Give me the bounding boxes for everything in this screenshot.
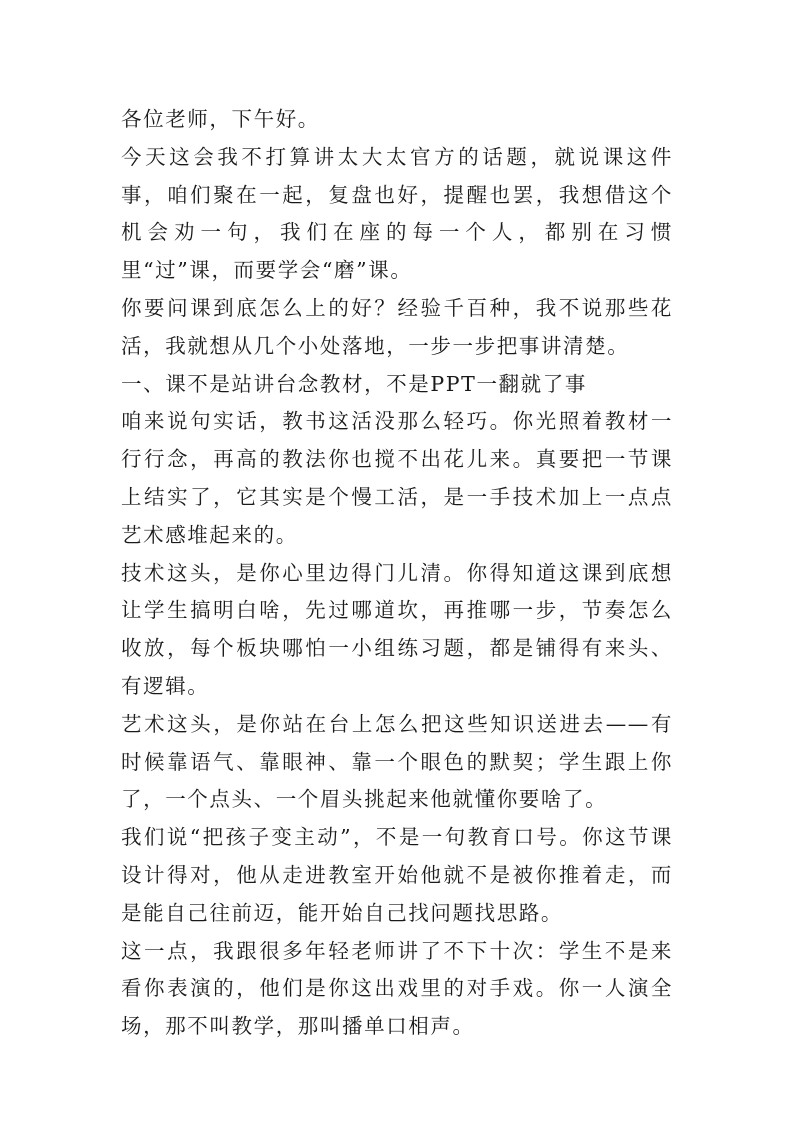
body-paragraph: 艺术这头，是你站在台上怎么把这些知识送进去——有时候靠语气、靠眼神、靠一个眼色的默契；学生跟上你了，一个点头、一个眉头挑起来他就懂你要啥了。 [121, 711, 673, 812]
body-paragraph: 这一点，我跟很多年轻老师讲了不下十次：学生不是来看你表演的，他们是你这出戏里的对手戏。你一人演全场，那不叫教学，那叫播单口相声。 [121, 938, 673, 1039]
section-heading: 一、课不是站讲台念教材，不是PPT一翻就了事 [121, 371, 587, 396]
body-paragraph: 我们说“把孩子变主动”，不是一句教育口号。你这节课设计得对，他从走进教室开始他就不是被你推着走，而是能自己往前迈，能开始自己找问题找思路。 [121, 825, 673, 925]
body-paragraph: 你要问课到底怎么上的好？经验千百种，我不说那些花活，我就想从几个小处落地，一步一步把事讲清楚。 [121, 295, 673, 358]
greeting-paragraph: 各位老师，下午好。 [121, 107, 320, 131]
body-paragraph: 咱来说句实话，教书这活没那么轻巧。你光照着教材一行行念，再高的教法你也搅不出花儿来。真要把一节课上结实了，它其实是个慢工活，是一手技术加上一点点艺术感堆起来的。 [121, 409, 673, 547]
body-paragraph: 今天这会我不打算讲太大太官方的话题，就说课这件事，咱们聚在一起，复盘也好，提醒也罢，我想借这个机会劝一句，我们在座的每一个人，都别在习惯里“过”课，而要学会“磨”课。 [121, 144, 673, 283]
document-page [121, 101, 673, 1046]
body-paragraph: 技术这头，是你心里边得门儿清。你得知道这课到底想让学生搞明白啥，先过哪道坎，再推哪一步，节奏怎么收放，每个板块哪怕一小组练习题，都是铺得有来头、有逻辑。 [121, 560, 673, 698]
